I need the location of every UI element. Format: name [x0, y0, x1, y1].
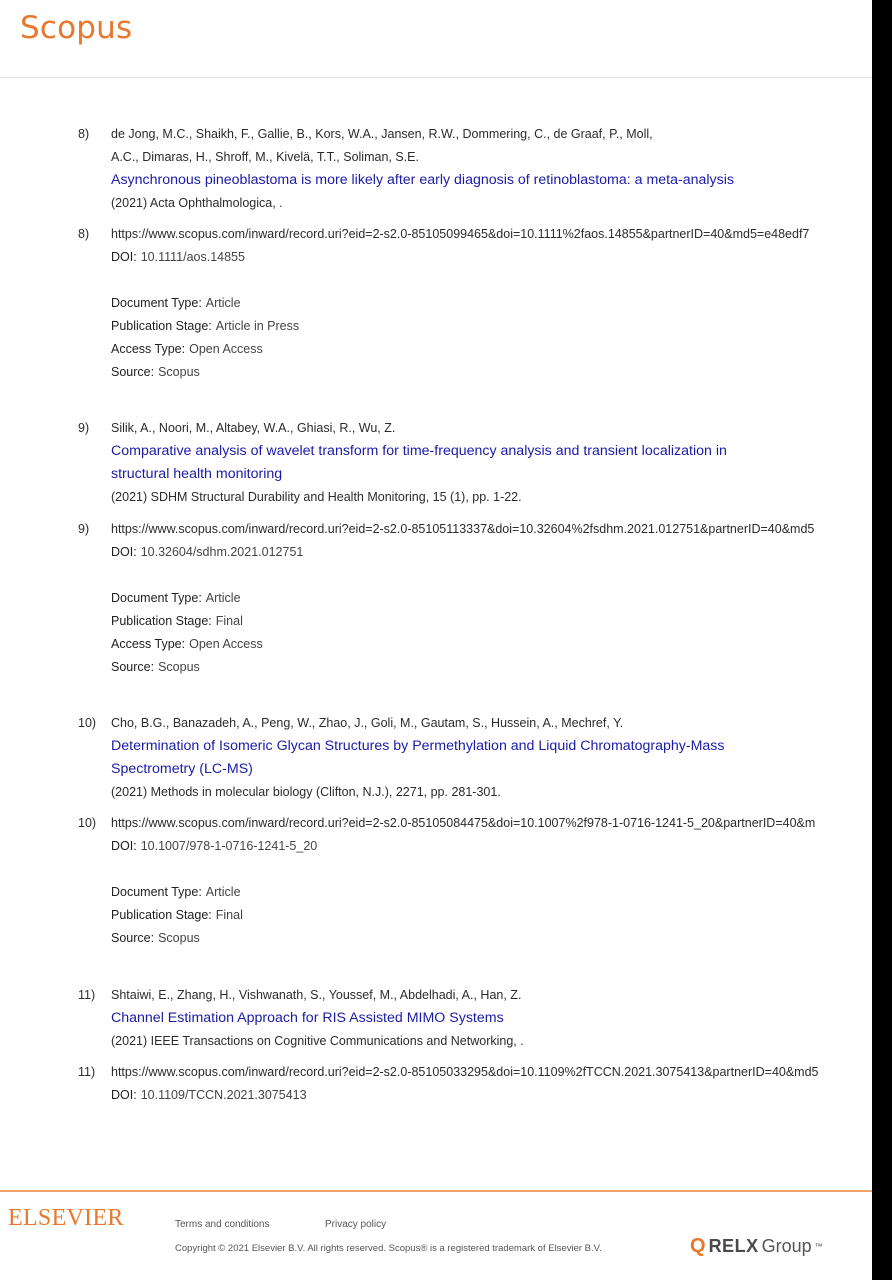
header-divider	[0, 77, 872, 78]
entry-number: 11)	[78, 988, 96, 1002]
doi-value[interactable]: 10.1111/aos.14855	[140, 250, 245, 264]
publication-stage-label: Publication Stage:	[111, 319, 212, 333]
link-details	[111, 223, 872, 384]
access-type-value: Open Access	[189, 637, 263, 651]
entry-citation	[111, 712, 872, 804]
document-type-label: Document Type:	[111, 885, 202, 899]
link-number: 11)	[78, 1065, 96, 1079]
document-type-value: Article	[205, 885, 241, 899]
document-type-label: Document Type:	[111, 591, 202, 605]
doi-label: DOI:	[111, 545, 137, 559]
doi-label: DOI:	[111, 839, 137, 853]
entry-authors: Shtaiwi, E., Zhang, H., Vishwanath, S., Youssef, M., Abdelhadi, A., Han, Z.	[111, 988, 522, 1002]
link-details	[111, 1061, 872, 1107]
record-url[interactable]: https://www.scopus.com/inward/record.uri?eid=2-s2.0-85105033295&doi=10.1109%2fTCCN.2021.3075413&partnerID=40&md5	[111, 1065, 819, 1079]
entry-authors: A.C., Dimaras, H., Shroff, M., Kivelä, T.T., Soliman, S.E.	[111, 150, 419, 164]
doi-label: DOI:	[111, 1088, 137, 1102]
entry-source: (2021) SDHM Structural Durability and Health Monitoring, 15 (1), pp. 1-22.	[111, 490, 522, 504]
entry-authors: de Jong, M.C., Shaikh, F., Gallie, B., Kors, W.A., Jansen, R.W., Dommering, C., de Graaf, P., Moll,	[111, 127, 653, 141]
entry-title-link[interactable]: structural health monitoring	[111, 466, 283, 482]
publication-stage-value: Article in Press	[215, 319, 300, 333]
record-url[interactable]: https://www.scopus.com/inward/record.uri?eid=2-s2.0-85105113337&doi=10.32604%2fsdhm.2021.012751&partnerID=40&md5	[111, 522, 815, 536]
entry-title-link[interactable]: Determination of Isomeric Glycan Structures by Permethylation and Liquid Chromatography-Mass	[111, 738, 725, 754]
publication-stage-value: Final	[215, 614, 243, 628]
entry-source: (2021) Methods in molecular biology (Clifton, N.J.), 2271, pp. 281-301.	[111, 785, 501, 799]
source-label: Source:	[111, 365, 155, 379]
privacy-link[interactable]: Privacy policy	[325, 1219, 387, 1230]
elsevier-logo[interactable]: ELSEVIER	[8, 1205, 124, 1231]
footer-divider	[0, 1190, 872, 1192]
source-label: Source:	[111, 931, 155, 945]
source-label: Source:	[111, 660, 155, 674]
entry-citation	[111, 984, 872, 1053]
link-number: 9)	[78, 522, 90, 536]
link-details	[111, 518, 872, 679]
entry-citation	[111, 123, 872, 215]
entry-source: (2021) Acta Ophthalmologica, .	[111, 196, 283, 210]
entry-title-link[interactable]: Asynchronous pineoblastoma is more likely after early diagnosis of retinoblastoma: a meta-analysis	[111, 172, 734, 188]
relx-trademark: ™	[814, 1242, 823, 1251]
doi-value[interactable]: 10.32604/sdhm.2021.012751	[140, 545, 304, 559]
access-type-label: Access Type:	[111, 342, 186, 356]
publication-stage-label: Publication Stage:	[111, 614, 212, 628]
relx-q-icon: Q	[690, 1235, 706, 1257]
source-value: Scopus	[158, 931, 200, 945]
doi-label: DOI:	[111, 250, 137, 264]
copyright-text: Copyright © 2021 Elsevier B.V. All rights reserved. Scopus® is a registered trademark of Elsevier B.V.	[175, 1243, 602, 1254]
access-type-label: Access Type:	[111, 637, 186, 651]
doi-value[interactable]: 10.1109/TCCN.2021.3075413	[140, 1088, 307, 1102]
record-url[interactable]: https://www.scopus.com/inward/record.uri?eid=2-s2.0-85105084475&doi=10.1007%2f978-1-0716-1241-5_20&partnerID=40&m	[111, 816, 816, 830]
source-value: Scopus	[158, 660, 200, 674]
link-number: 10)	[78, 816, 97, 830]
link-number: 8)	[78, 227, 90, 241]
entry-source: (2021) IEEE Transactions on Cognitive Communications and Networking, .	[111, 1034, 524, 1048]
page-edge-bar	[872, 0, 892, 1280]
document-type-value: Article	[205, 296, 241, 310]
relx-group: Group	[761, 1236, 812, 1256]
entry-authors: Cho, B.G., Banazadeh, A., Peng, W., Zhao, J., Goli, M., Gautam, S., Hussein, A., Mechref, Y.	[111, 716, 624, 730]
record-url[interactable]: https://www.scopus.com/inward/record.uri?eid=2-s2.0-85105099465&doi=10.1111%2faos.14855&partnerID=40&md5=e48edf7	[111, 227, 810, 241]
entry-number: 8)	[78, 127, 90, 141]
publication-stage-value: Final	[215, 908, 243, 922]
relx-logo[interactable]	[690, 1235, 823, 1258]
entry-title-link[interactable]: Comparative analysis of wavelet transform for time-frequency analysis and transient localization in	[111, 443, 727, 459]
entry-authors: Silik, A., Noori, M., Altabey, W.A., Ghiasi, R., Wu, Z.	[111, 421, 396, 435]
entry-title-link[interactable]: Channel Estimation Approach for RIS Assisted MIMO Systems	[111, 1010, 504, 1026]
terms-link[interactable]: Terms and conditions	[175, 1219, 270, 1230]
document-type-label: Document Type:	[111, 296, 202, 310]
entry-number: 10)	[78, 716, 97, 730]
relx-name: RELX	[708, 1236, 759, 1256]
publication-stage-label: Publication Stage:	[111, 908, 212, 922]
link-details	[111, 812, 872, 950]
document-type-value: Article	[205, 591, 241, 605]
entry-number: 9)	[78, 421, 90, 435]
access-type-value: Open Access	[189, 342, 263, 356]
scopus-logo[interactable]: Scopus	[20, 10, 133, 46]
entry-title-link[interactable]: Spectrometry (LC-MS)	[111, 761, 253, 777]
entry-citation	[111, 417, 872, 509]
doi-value[interactable]: 10.1007/978-1-0716-1241-5_20	[140, 839, 318, 853]
source-value: Scopus	[158, 365, 200, 379]
